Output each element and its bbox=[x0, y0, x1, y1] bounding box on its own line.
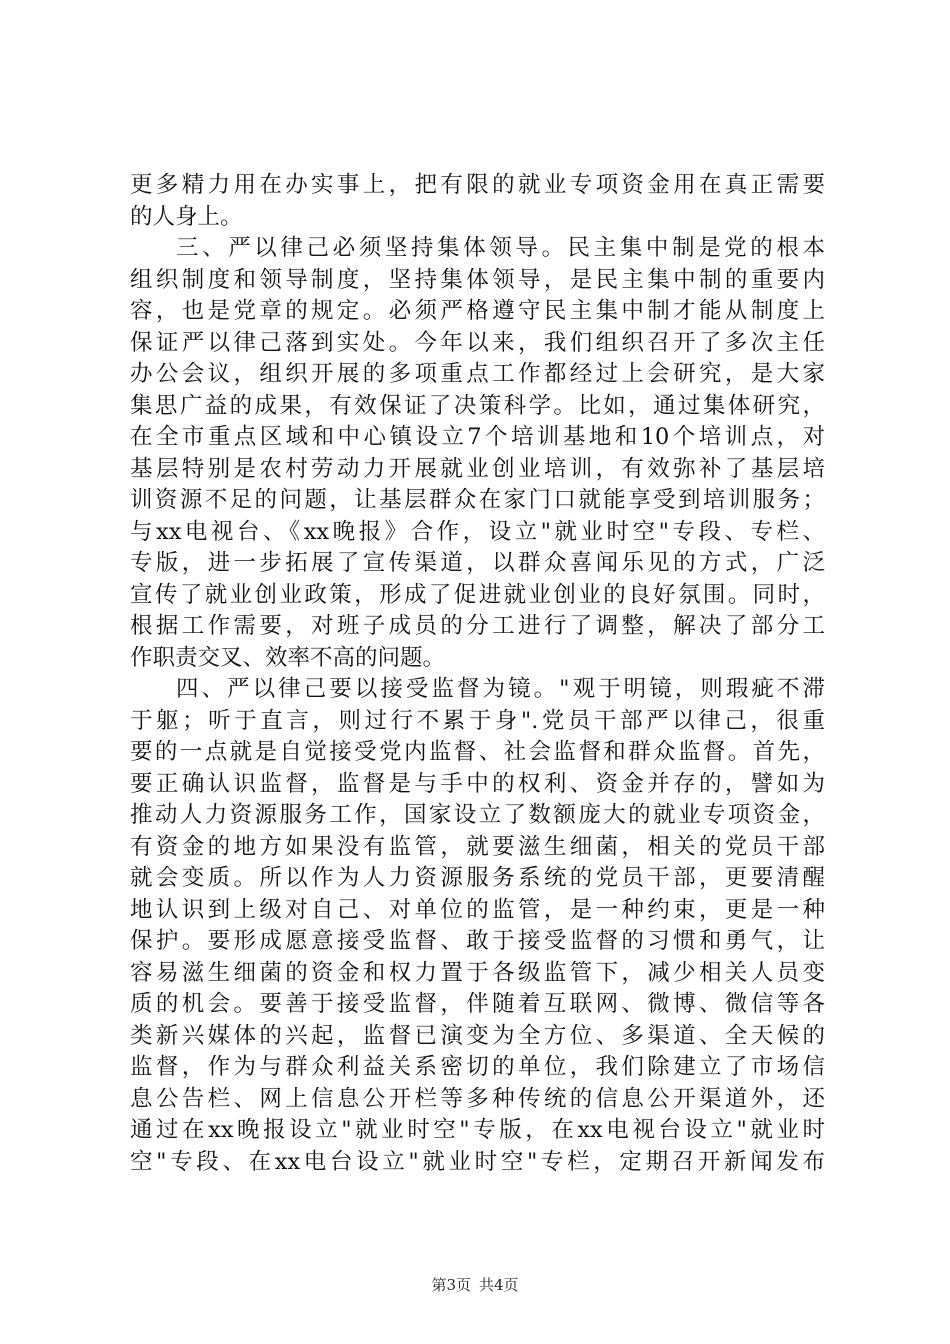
text-line: 推动人力资源服务工作，国家设立了数额庞大的就业专项资金， bbox=[130, 802, 825, 828]
text-line: 空"专段、在xx电台设立"就业时空"专栏，定期召开新闻发布 bbox=[130, 1148, 825, 1175]
text-line: 要正确认识监督，监督是与手中的权利、资金并存的，譬如为 bbox=[130, 770, 825, 797]
text-line: 地认识到上级对自己、对单位的监管，是一种约束，更是一种 bbox=[130, 896, 825, 923]
text-line: 通过在xx晚报设立"就业时空"专版，在xx电视台设立"就业时 bbox=[130, 1117, 825, 1143]
text-line: 质的机会。要善于接受监督，伴随着互联网、微博、微信等各 bbox=[130, 991, 825, 1017]
text-line: 训资源不足的问题，让基层群众在家门口就能享受到培训服务； bbox=[130, 487, 825, 513]
text-line: 基层特别是农村劳动力开展就业创业培训，有效弥补了基层培 bbox=[130, 455, 825, 482]
paragraph-start-line: 三、严以律己必须坚持集体领导。民主集中制是党的根本 bbox=[176, 235, 825, 261]
text-line: 容易滋生细菌的资金和权力置于各级监管下，减少相关人员变 bbox=[130, 959, 825, 986]
document-body bbox=[130, 170, 825, 1178]
text-line: 组织制度和领导制度，坚持集体领导，是民主集中制的重要内 bbox=[130, 266, 825, 293]
text-line: 在全市重点区域和中心镇设立7个培训基地和10个培训点，对 bbox=[130, 424, 825, 450]
text-line: 作职责交叉、效率不高的问题。 bbox=[130, 644, 446, 671]
text-line: 的人身上。 bbox=[130, 203, 243, 230]
text-line: 保护。要形成愿意接受监督、敢于接受监督的习惯和勇气，让 bbox=[130, 928, 825, 954]
text-line: 宣传了就业创业政策，形成了促进就业创业的良好氛围。同时， bbox=[130, 581, 825, 608]
text-line: 容，也是党章的规定。必须严格遵守民主集中制才能从制度上 bbox=[130, 298, 825, 324]
text-line: 有资金的地方如果没有监管，就要滋生细菌，相关的党员干部 bbox=[130, 833, 825, 860]
page-total: 共4页 bbox=[479, 1276, 519, 1294]
text-line: 息公告栏、网上信息公开栏等多种传统的信息公开渠道外，还 bbox=[130, 1085, 825, 1112]
text-line: 就会变质。所以作为人力资源服务系统的党员干部，更要清醒 bbox=[130, 865, 825, 891]
text-line: 与xx电视台、《xx晚报》合作，设立"就业时空"专段、专栏、 bbox=[130, 518, 825, 545]
text-line: 根据工作需要，对班子成员的分工进行了调整，解决了部分工 bbox=[130, 613, 825, 639]
text-line: 要的一点就是自觉接受党内监督、社会监督和群众监督。首先， bbox=[130, 739, 825, 765]
text-line: 类新兴媒体的兴起，监督已演变为全方位、多渠道、全天候的 bbox=[130, 1022, 825, 1049]
text-line: 于躯；听于直言，则过行不累于身".党员干部严以律己，很重 bbox=[130, 707, 825, 734]
paragraph-start-line: 四、严以律己要以接受监督为镜。"观于明镜，则瑕疵不滞 bbox=[176, 676, 825, 702]
page-number: 第3页 bbox=[431, 1276, 471, 1294]
page-footer bbox=[0, 1275, 950, 1295]
text-line: 专版，进一步拓展了宣传渠道，以群众喜闻乐见的方式，广泛 bbox=[130, 550, 825, 576]
text-line: 监督，作为与群众利益关系密切的单位，我们除建立了市场信 bbox=[130, 1054, 825, 1080]
text-line: 更多精力用在办实事上，把有限的就业专项资金用在真正需要 bbox=[130, 172, 825, 198]
text-line: 保证严以律己落到实处。今年以来，我们组织召开了多次主任 bbox=[130, 329, 825, 356]
text-line: 集思广益的成果，有效保证了决策科学。比如，通过集体研究， bbox=[130, 392, 825, 419]
text-line: 办公会议，组织开展的多项重点工作都经过上会研究，是大家 bbox=[130, 361, 825, 387]
